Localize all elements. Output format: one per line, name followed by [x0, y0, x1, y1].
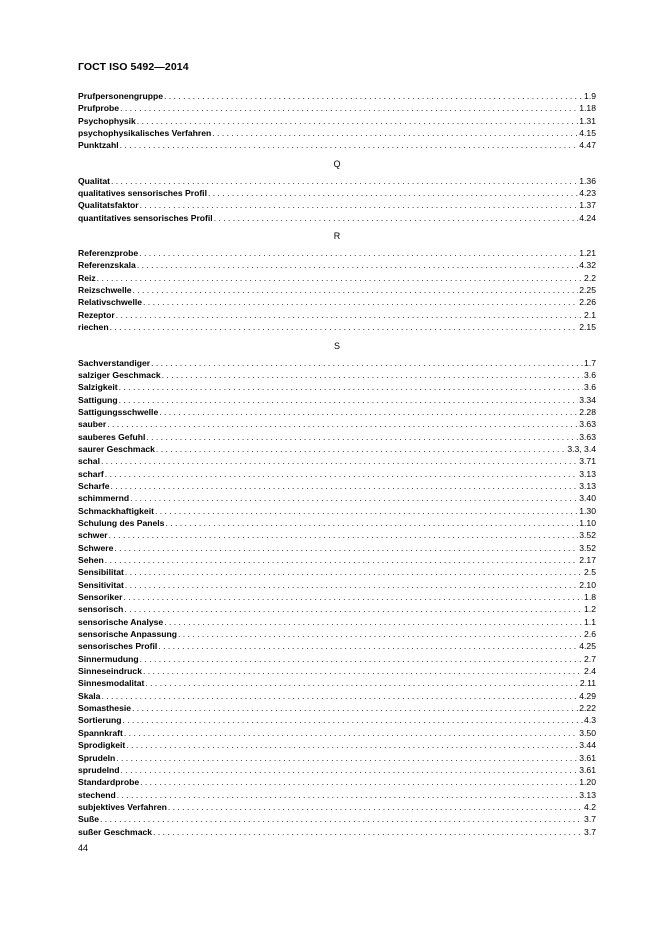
index-entry: [78, 727, 596, 739]
index-entry: [78, 431, 596, 443]
dot-leader: [168, 801, 583, 813]
index-reference: 2.6: [584, 629, 596, 640]
index-term: Reizschwelle: [78, 285, 132, 296]
dot-leader: [146, 431, 578, 443]
index-term: Sinnesmodalitat: [78, 678, 145, 689]
dot-leader: [137, 115, 578, 127]
index-reference: 1.10: [579, 517, 596, 528]
index-entry: [78, 739, 596, 751]
index-entry: [78, 764, 596, 776]
index-term: Somasthesie: [78, 703, 132, 714]
index-term: Schmackhaftigkeit: [78, 505, 154, 516]
dot-leader: [214, 212, 579, 224]
dot-leader: [117, 789, 579, 801]
dot-leader: [116, 309, 583, 321]
section-letter: S: [333, 340, 340, 351]
index-term: Sensibilitat: [78, 567, 124, 578]
dot-leader: [143, 665, 583, 677]
index-term: sprudelnd: [78, 764, 120, 775]
dot-leader: [109, 529, 579, 541]
index-entry: [78, 187, 596, 199]
index-entry: [78, 272, 596, 284]
index-entry: [78, 492, 596, 504]
index-term: riechen: [78, 322, 109, 333]
dot-leader: [126, 739, 578, 751]
index-term: Relativschwelle: [78, 297, 143, 308]
document-header: ГОСТ ISO 5492—2014: [78, 61, 189, 73]
index-entry: [78, 677, 596, 689]
index-reference: 2.26: [579, 297, 596, 308]
index-reference: 3.52: [579, 530, 596, 541]
index-entry: [78, 406, 596, 418]
dot-leader: [100, 813, 583, 825]
index-term: salziger Geschmack: [78, 369, 161, 380]
dot-leader: [97, 272, 583, 284]
index-entry: [78, 789, 596, 801]
index-reference: 1.1: [584, 616, 596, 627]
dot-leader: [143, 296, 578, 308]
index-reference: 2.2: [584, 272, 596, 283]
index-term: Referenzprobe: [78, 248, 139, 259]
dot-leader: [107, 418, 578, 430]
index-term: subjektives Verfahren: [78, 801, 167, 812]
index-reference: 2.25: [579, 285, 596, 296]
index-entry: [78, 139, 596, 151]
index-term: Prufpersonengruppe: [78, 91, 163, 101]
index-entry: [78, 826, 596, 838]
index-term: Punktzahl: [78, 140, 119, 151]
dot-leader: [125, 579, 578, 591]
index-term: Prufprobe: [78, 103, 120, 114]
index-term: Suße: [78, 814, 100, 825]
index-reference: 1.21: [579, 248, 596, 259]
index-reference: 4.47: [579, 140, 596, 151]
index-entry: [78, 199, 596, 211]
index-term: psychophysikalisches Verfahren: [78, 128, 212, 139]
index-entry: [78, 603, 596, 615]
dot-leader: [121, 764, 579, 776]
index-entry: [78, 175, 596, 187]
index-entry: [78, 90, 596, 102]
index-entry: [78, 102, 596, 114]
index-reference: 3.13: [579, 468, 596, 479]
index-reference: 2.15: [579, 322, 596, 333]
index-term: sensorisches Profil: [78, 641, 158, 652]
index-term: Skala: [78, 690, 101, 701]
index-entry: [78, 259, 596, 271]
index-entry: [78, 505, 596, 517]
index-term: quantitatives sensorisches Profil: [78, 212, 213, 223]
section-letter: Q: [333, 158, 341, 169]
dot-leader: [111, 175, 578, 187]
index-term: sauber: [78, 419, 107, 430]
dot-leader: [156, 443, 566, 455]
index-entry: [78, 296, 596, 308]
index-reference: 3.7: [584, 814, 596, 825]
index-reference: 3.63: [579, 431, 596, 442]
dot-leader: [124, 727, 578, 739]
dot-leader: [158, 640, 578, 652]
index-reference: 3.71: [579, 456, 596, 467]
dot-leader: [155, 505, 578, 517]
index-entry: [78, 591, 596, 603]
index-reference: 1.18: [579, 103, 596, 114]
index-entry: [78, 212, 596, 224]
index-entry: [78, 665, 596, 677]
section-letter: R: [333, 231, 341, 242]
index-term: schwer: [78, 530, 108, 541]
index-term: Sinnermudung: [78, 653, 139, 664]
index-term: Sortierung: [78, 715, 122, 726]
index-term: Sinneseindruck: [78, 666, 142, 677]
index-reference: 1.2: [584, 604, 596, 615]
dot-leader: [111, 480, 579, 492]
index-reference: 4.29: [579, 690, 596, 701]
index-term: schimmernd: [78, 493, 130, 504]
dot-leader: [132, 702, 578, 714]
index-reference: 3.40: [579, 493, 596, 504]
index-entry: [78, 801, 596, 813]
dot-leader: [145, 677, 579, 689]
dot-leader: [105, 554, 578, 566]
index-term: scharf: [78, 468, 104, 479]
index-term: stechend: [78, 789, 116, 800]
index-term: schal: [78, 456, 100, 467]
index-reference: 3.61: [579, 752, 596, 763]
dot-leader: [208, 187, 578, 199]
index-entry: [78, 579, 596, 591]
index-term: Rezeptor: [78, 309, 115, 320]
index-term: sensorische Anpassung: [78, 629, 178, 640]
index-term: saurer Geschmack: [78, 443, 155, 454]
index-entry: [78, 321, 596, 333]
index-entry: [78, 690, 596, 702]
dot-leader: [122, 714, 583, 726]
index-reference: 2.1: [584, 309, 596, 320]
dot-leader: [151, 357, 583, 369]
index-term: Referenzskala: [78, 260, 136, 271]
dot-leader: [114, 542, 578, 554]
index-reference: 1.9: [584, 91, 596, 101]
index-reference: 4.15: [579, 128, 596, 139]
index-term: sauberes Gefuhl: [78, 431, 146, 442]
index-entry: [78, 628, 596, 640]
index-entry: [78, 752, 596, 764]
index-term: Spannkraft: [78, 727, 123, 738]
index-entry: [78, 468, 596, 480]
index-entry: [78, 554, 596, 566]
dot-leader: [140, 653, 583, 665]
index-entry: [78, 247, 596, 259]
index-reference: 3.3, 3.4: [567, 443, 596, 454]
index-reference: 4.2: [584, 801, 596, 812]
index-entry: [78, 517, 596, 529]
page-number: 44: [78, 843, 89, 853]
dot-leader: [164, 90, 583, 102]
dot-leader: [130, 492, 578, 504]
index-term: sensorische Analyse: [78, 616, 164, 627]
index-reference: 3.6: [584, 382, 596, 393]
index-term: Qualitatsfaktor: [78, 200, 139, 211]
index-term: qualitatives sensorisches Profil: [78, 188, 207, 199]
index-reference: 1.30: [579, 505, 596, 516]
dot-leader: [125, 566, 583, 578]
dot-leader: [153, 826, 583, 838]
dot-leader: [101, 455, 578, 467]
index-term: Psychophysik: [78, 115, 136, 126]
index-entry: [78, 369, 596, 381]
index-entry: [78, 653, 596, 665]
index-reference: 3.44: [579, 740, 596, 751]
dot-leader: [123, 591, 583, 603]
index-reference: 1.8: [584, 592, 596, 603]
dot-leader: [120, 139, 579, 151]
index-entry: [78, 284, 596, 296]
index-entry: [78, 357, 596, 369]
index-entry: [78, 127, 596, 139]
dot-leader: [140, 776, 578, 788]
index-entry: [78, 702, 596, 714]
dot-leader: [165, 517, 578, 529]
dot-leader: [140, 199, 579, 211]
index-reference: 2.17: [579, 555, 596, 565]
dot-leader: [159, 406, 578, 418]
index-term: Salzigkeit: [78, 382, 118, 393]
index-reference: 2.11: [579, 678, 596, 689]
index-entry: [78, 616, 596, 628]
dot-leader: [119, 394, 579, 406]
index-reference: 4.24: [579, 212, 596, 223]
index-reference: 4.23: [579, 188, 596, 199]
index-reference: 4.25: [579, 641, 596, 652]
index-entry: [78, 640, 596, 652]
index-reference: 4.3: [584, 715, 596, 726]
index-reference: 3.50: [579, 727, 596, 738]
index-entry: [78, 542, 596, 554]
index-section: [78, 338, 596, 838]
index-section: [78, 90, 596, 152]
index-entry: [78, 529, 596, 541]
index-reference: 1.7: [584, 357, 596, 368]
dot-leader: [119, 381, 583, 393]
index-reference: 2.28: [579, 406, 596, 417]
dot-leader: [133, 284, 579, 296]
index-term: sußer Geschmack: [78, 826, 153, 837]
index-reference: 2.22: [579, 703, 596, 714]
index-entry: [78, 455, 596, 467]
index-term: sensorisch: [78, 604, 124, 615]
index-term: Schwere: [78, 542, 114, 553]
index-reference: 1.36: [579, 175, 596, 186]
index-reference: 2.4: [584, 666, 596, 677]
index-term: Sehen: [78, 555, 104, 565]
index-reference: 3.13: [579, 480, 596, 491]
index-section: [78, 228, 596, 333]
index-reference: 3.13: [579, 789, 596, 800]
dot-leader: [120, 102, 578, 114]
index-reference: 1.20: [579, 777, 596, 788]
index-reference: 1.31: [579, 115, 596, 126]
index-reference: 3.61: [579, 764, 596, 775]
dot-leader: [116, 752, 578, 764]
index-reference: 2.10: [579, 579, 596, 590]
index-entry: [78, 418, 596, 430]
dot-leader: [105, 468, 578, 480]
index-entry: [78, 115, 596, 127]
index-term: Sprudeln: [78, 752, 116, 763]
index-term: Sprodigkeit: [78, 740, 126, 751]
index-entry: [78, 443, 596, 455]
dot-leader: [178, 628, 583, 640]
index-term: Sensitivitat: [78, 579, 124, 590]
index-entry: [78, 566, 596, 578]
index-reference: 3.52: [579, 542, 596, 553]
dot-leader: [162, 369, 583, 381]
index-entry: [78, 381, 596, 393]
index-reference: 3.6: [584, 369, 596, 380]
index-term: Standardprobe: [78, 777, 140, 788]
index-entry: [78, 480, 596, 492]
dot-leader: [110, 321, 579, 333]
dot-leader: [137, 259, 578, 271]
index-reference: 4.32: [579, 260, 596, 271]
dot-leader: [139, 247, 578, 259]
index-term: Scharfe: [78, 480, 110, 491]
alphabetical-index: [78, 90, 596, 838]
index-reference: 3.7: [584, 826, 596, 837]
dot-leader: [101, 690, 578, 702]
index-reference: 2.7: [584, 653, 596, 664]
index-entry: [78, 309, 596, 321]
index-term: Qualitat: [78, 175, 110, 186]
index-term: Sensoriker: [78, 592, 123, 603]
index-section: [78, 156, 596, 224]
index-term: Sattigung: [78, 394, 118, 405]
index-term: Schulung des Panels: [78, 517, 165, 528]
index-entry: [78, 776, 596, 788]
index-term: Sattigungsschwelle: [78, 406, 159, 417]
index-entry: [78, 813, 596, 825]
index-reference: 3.34: [579, 394, 596, 405]
dot-leader: [212, 127, 578, 139]
dot-leader: [124, 603, 583, 615]
index-term: Reiz: [78, 272, 96, 283]
index-entry: [78, 714, 596, 726]
index-reference: 3.63: [579, 419, 596, 430]
index-reference: 1.37: [579, 200, 596, 211]
dot-leader: [164, 616, 583, 628]
index-reference: 2.5: [584, 567, 596, 578]
index-entry: [78, 394, 596, 406]
index-term: Sachverstandiger: [78, 357, 151, 368]
